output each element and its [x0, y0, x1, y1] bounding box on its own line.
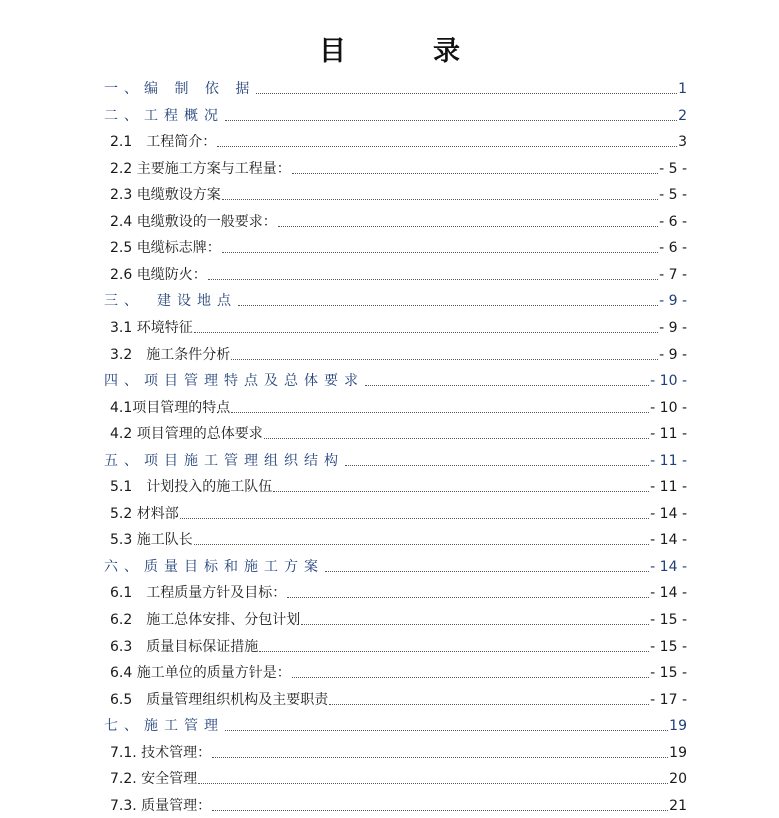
toc-page-number: 2 — [678, 107, 687, 124]
toc-entry-text: 2.1 工程简介： — [110, 134, 217, 151]
toc-dot-leader — [225, 120, 677, 121]
toc-entry-text: 5.2 材料部 — [110, 505, 179, 522]
toc-entry-text: 6.1 工程质量方针及目标： — [110, 585, 287, 602]
toc-page-number: - 11 - — [650, 479, 687, 496]
toc-section-entry[interactable] — [110, 311, 687, 337]
toc-entry-text: 4.2 项目管理的总体要求 — [110, 426, 263, 443]
toc-entry-text: 2.4 电缆敷设的一般要求： — [110, 213, 277, 230]
toc-chapter-entry[interactable] — [104, 444, 687, 470]
toc-entry-text: 七、施工管理 — [104, 718, 224, 735]
toc-section-entry[interactable] — [110, 178, 687, 204]
toc-page-number: - 5 - — [659, 187, 687, 204]
toc-dot-leader — [238, 305, 658, 306]
toc-page-number: - 9 - — [659, 319, 687, 336]
toc-entry-text: 5.1 计划投入的施工队伍 — [110, 479, 273, 496]
toc-section-entry[interactable] — [110, 125, 687, 151]
toc-entry-text: 2.5 电缆标志牌： — [110, 240, 221, 257]
toc-page-number: - 17 - — [650, 691, 687, 708]
toc-dot-leader — [212, 757, 668, 758]
toc-title: 目 录 — [319, 36, 490, 67]
toc-entry-text: 3.1 环境特征 — [110, 319, 193, 336]
toc-dot-leader — [231, 359, 658, 360]
toc-dot-leader — [222, 252, 658, 253]
toc-dot-leader — [212, 810, 668, 811]
toc-entry-text: 7.3. 质量管理： — [110, 797, 212, 814]
toc-dot-leader — [345, 465, 649, 466]
toc-page-number: - 9 - — [659, 293, 687, 310]
toc-dot-leader — [264, 438, 649, 439]
toc-section-entry[interactable] — [110, 391, 687, 417]
toc-page-number: - 14 - — [650, 532, 687, 549]
toc-section-entry[interactable] — [110, 231, 687, 257]
toc-page-number: - 7 - — [659, 266, 687, 283]
toc-entry-text: 二、工程概况 — [104, 107, 224, 124]
toc-page-number: 3 — [678, 134, 687, 151]
toc-dot-leader — [278, 226, 658, 227]
toc-dot-leader — [217, 146, 677, 147]
toc-dot-leader — [225, 730, 668, 731]
toc-dot-leader — [222, 199, 658, 200]
toc-chapter-entry[interactable] — [104, 364, 687, 390]
toc-chapter-entry[interactable] — [104, 284, 687, 310]
toc-dot-leader — [208, 279, 658, 280]
toc-page-number: 19 — [669, 744, 687, 761]
toc-entry-text: 三、 建设地点 — [104, 293, 237, 310]
toc-entry-text: 四、项目管理特点及总体要求 — [104, 373, 364, 390]
toc-page-number: - 11 - — [650, 426, 687, 443]
toc-dot-leader — [273, 491, 649, 492]
toc-section-entry[interactable] — [110, 576, 687, 602]
toc-dot-leader — [180, 518, 649, 519]
toc-entry-text: 2.2 主要施工方案与工程量： — [110, 160, 291, 177]
toc-page-number: 20 — [669, 771, 687, 788]
toc-dot-leader — [256, 93, 677, 94]
toc-page-number: - 6 - — [659, 240, 687, 257]
toc-page-number: 19 — [669, 718, 687, 735]
toc-page-number: - 10 - — [650, 373, 687, 390]
toc-section-entry[interactable] — [110, 338, 687, 364]
toc-entry-text: 2.3 电缆敷设方案 — [110, 187, 221, 204]
toc-entry-text: 7.2. 安全管理 — [110, 771, 198, 788]
toc-entry-text: 6.4 施工单位的质量方针是： — [110, 665, 291, 682]
toc-entry-text: 6.5 质量管理组织机构及主要职责 — [110, 691, 329, 708]
toc-page-number: - 6 - — [659, 213, 687, 230]
toc-section-entry[interactable] — [110, 736, 687, 762]
toc-page-number: - 14 - — [650, 585, 687, 602]
toc-page-number: - 14 - — [650, 505, 687, 522]
toc-dot-leader — [259, 651, 649, 652]
toc-entry-text: 4.1项目管理的特点 — [110, 399, 231, 416]
toc-entry-text: 六、质量目标和施工方案 — [104, 558, 324, 575]
toc-section-entry[interactable] — [110, 656, 687, 682]
toc-section-entry[interactable] — [110, 152, 687, 178]
toc-dot-leader — [198, 783, 668, 784]
toc-dot-leader — [329, 704, 649, 705]
toc-section-entry[interactable] — [110, 258, 687, 284]
toc-dot-leader — [194, 332, 658, 333]
toc-entry-text: 6.3 质量目标保证措施 — [110, 638, 259, 655]
toc-dot-leader — [292, 173, 658, 174]
toc-page-number: - 11 - — [650, 452, 687, 469]
toc-page-number: - 10 - — [650, 399, 687, 416]
toc-chapter-entry[interactable] — [104, 709, 687, 735]
toc-section-entry[interactable] — [110, 603, 687, 629]
toc-page-number: - 5 - — [659, 160, 687, 177]
toc-section-entry[interactable] — [110, 762, 687, 788]
toc-dot-leader — [325, 571, 649, 572]
toc-page-number: - 9 - — [659, 346, 687, 363]
toc-page-number: - 15 - — [650, 665, 687, 682]
toc-chapter-entry[interactable] — [104, 99, 687, 125]
toc-page-number: - 15 - — [650, 612, 687, 628]
toc-entry-text: 3.2 施工条件分析 — [110, 346, 231, 363]
toc-section-entry[interactable] — [110, 417, 687, 443]
toc-page-number: - 15 - — [650, 638, 687, 655]
toc-page-number: 1 — [678, 81, 687, 97]
toc-section-entry[interactable] — [110, 523, 687, 549]
toc-section-entry[interactable] — [110, 497, 687, 523]
toc-chapter-entry[interactable] — [104, 550, 687, 576]
toc-dot-leader — [365, 385, 649, 386]
toc-section-entry[interactable] — [110, 789, 687, 815]
toc-chapter-entry[interactable] — [104, 72, 687, 98]
toc-page-number: - 14 - — [650, 558, 687, 575]
toc-dot-leader — [194, 544, 649, 545]
toc-entry-text: 五、项目施工管理组织结构 — [104, 452, 344, 469]
toc-dot-leader — [287, 597, 649, 598]
toc-entry-text: 6.2 施工总体安排、分包计划 — [110, 612, 301, 628]
toc-section-entry[interactable] — [110, 470, 687, 496]
toc-entry-text: 一、编 制 依 据 — [104, 81, 256, 97]
toc-entry-text: 2.6 电缆防火： — [110, 266, 207, 283]
toc-section-entry[interactable] — [110, 683, 687, 709]
toc-dot-leader — [301, 624, 649, 625]
toc-entry-text: 5.3 施工队长 — [110, 532, 193, 549]
toc-page-number: 21 — [669, 797, 687, 814]
toc-section-entry[interactable] — [110, 630, 687, 656]
toc-entry-text: 7.1. 技术管理： — [110, 744, 212, 761]
toc-section-entry[interactable] — [110, 205, 687, 231]
toc-dot-leader — [231, 412, 649, 413]
toc-dot-leader — [292, 677, 649, 678]
